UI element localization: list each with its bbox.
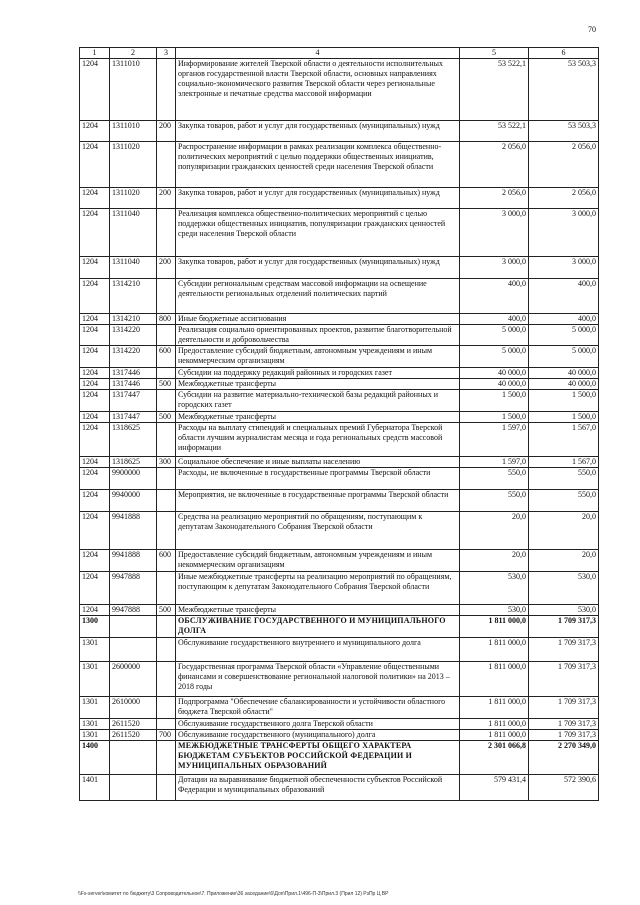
amount-executed: 3 000,0	[529, 209, 599, 257]
amount-planned: 530,0	[460, 572, 529, 605]
table-row	[80, 325, 599, 346]
amount-planned: 1 811 000,0	[460, 616, 529, 638]
amount-executed: 1 709 317,3	[529, 638, 599, 662]
amount-executed: 1 709 317,3	[529, 730, 599, 741]
amount-planned: 5 000,0	[460, 346, 529, 368]
amount-executed: 2 270 349,0	[529, 741, 599, 775]
amount-planned: 1 811 000,0	[460, 730, 529, 741]
expense-type-code	[157, 423, 176, 457]
expense-type-code: 200	[157, 188, 176, 209]
target-code: 1317446	[110, 379, 157, 390]
item-name: Реализация комплекса общественно-политических мероприятий с целью поддержки общественных инициатив, популяризации гражданских ценностей среди населения Тверской области	[176, 209, 460, 257]
target-code	[110, 638, 157, 662]
amount-planned: 20,0	[460, 550, 529, 572]
table-row	[80, 616, 599, 638]
section-code: 1204	[80, 512, 110, 550]
amount-planned: 400,0	[460, 314, 529, 325]
item-name: Субсидии на поддержку редакций районных и городских газет	[176, 368, 460, 379]
expense-type-code	[157, 697, 176, 719]
amount-planned: 1 811 000,0	[460, 719, 529, 730]
table-row	[80, 209, 599, 257]
table-row	[80, 314, 599, 325]
expense-type-code	[157, 512, 176, 550]
target-code: 1317446	[110, 368, 157, 379]
table-row	[80, 719, 599, 730]
item-name: Дотации на выравнивание бюджетной обеспеченности субъектов Российской Федерации и муниципальных образований	[176, 775, 460, 801]
table-row	[80, 121, 599, 142]
section-code: 1204	[80, 346, 110, 368]
expense-type-code	[157, 59, 176, 121]
amount-executed: 1 709 317,3	[529, 697, 599, 719]
section-code: 1204	[80, 121, 110, 142]
section-code: 1301	[80, 697, 110, 719]
target-code	[110, 775, 157, 801]
expense-type-code	[157, 490, 176, 512]
amount-planned: 20,0	[460, 512, 529, 550]
amount-executed: 20,0	[529, 550, 599, 572]
item-name: Мероприятия, не включенные в государственные программы Тверской области	[176, 490, 460, 512]
expense-type-code	[157, 368, 176, 379]
section-code: 1400	[80, 741, 110, 775]
expense-type-code: 200	[157, 121, 176, 142]
table-row	[80, 662, 599, 697]
target-code: 9941888	[110, 512, 157, 550]
expense-type-code	[157, 325, 176, 346]
target-code: 1317447	[110, 412, 157, 423]
section-code: 1204	[80, 368, 110, 379]
expense-type-code	[157, 662, 176, 697]
expense-type-code: 300	[157, 457, 176, 468]
amount-executed: 5 000,0	[529, 346, 599, 368]
item-name: Средства на реализацию мероприятий по обращениям, поступающим к депутатам Законодательного Собрания Тверской области	[176, 512, 460, 550]
amount-executed: 550,0	[529, 490, 599, 512]
amount-executed: 53 503,3	[529, 121, 599, 142]
item-name: Расходы, не включенные в государственные программы Тверской области	[176, 468, 460, 490]
amount-executed: 400,0	[529, 314, 599, 325]
expense-type-code: 600	[157, 346, 176, 368]
item-name: Государственная программа Тверской области «Управление общественными финансами и совершенствование региональной налоговой политики» на 2013 – 2018 годы	[176, 662, 460, 697]
section-code: 1204	[80, 142, 110, 188]
amount-planned: 40 000,0	[460, 368, 529, 379]
table-row	[80, 730, 599, 741]
expense-type-code	[157, 616, 176, 638]
amount-executed: 2 056,0	[529, 142, 599, 188]
amount-executed: 20,0	[529, 512, 599, 550]
table-row	[80, 490, 599, 512]
section-code: 1301	[80, 638, 110, 662]
table-row	[80, 741, 599, 775]
target-code: 9947888	[110, 572, 157, 605]
amount-executed: 3 000,0	[529, 257, 599, 279]
item-name: Межбюджетные трансферты	[176, 605, 460, 616]
header-col-3: 3	[157, 48, 176, 59]
expense-type-code: 500	[157, 379, 176, 390]
target-code: 1311020	[110, 188, 157, 209]
table-row	[80, 605, 599, 616]
amount-executed: 572 390,6	[529, 775, 599, 801]
header-row	[80, 48, 599, 59]
expense-type-code	[157, 572, 176, 605]
item-name: Субсидии региональным средствам массовой информации на освещение деятельности региональных отделений политических партий	[176, 279, 460, 314]
amount-executed: 550,0	[529, 468, 599, 490]
header-col-1: 1	[80, 48, 110, 59]
expense-type-code	[157, 279, 176, 314]
table-row	[80, 457, 599, 468]
table-row	[80, 412, 599, 423]
table-row	[80, 390, 599, 412]
target-code: 9900000	[110, 468, 157, 490]
section-code: 1204	[80, 209, 110, 257]
section-code: 1204	[80, 423, 110, 457]
section-code: 1204	[80, 257, 110, 279]
item-name: Закупка товаров, работ и услуг для государственных (муниципальных) нужд	[176, 257, 460, 279]
expense-type-code	[157, 209, 176, 257]
table-row	[80, 423, 599, 457]
target-code: 9941888	[110, 550, 157, 572]
section-code: 1204	[80, 390, 110, 412]
target-code: 1318625	[110, 457, 157, 468]
target-code: 9947888	[110, 605, 157, 616]
amount-executed: 40 000,0	[529, 368, 599, 379]
item-name: Иные межбюджетные трансферты на реализацию мероприятий по обращениям, поступающим к депутатам Законодательного Собрания Тверской области	[176, 572, 460, 605]
expense-type-code: 700	[157, 730, 176, 741]
amount-planned: 1 811 000,0	[460, 662, 529, 697]
item-name: Субсидии на развитие материально-технической базы редакций районных и городских газет	[176, 390, 460, 412]
section-code: 1301	[80, 719, 110, 730]
item-name: Обслуживание государственного долга Тверской области	[176, 719, 460, 730]
target-code	[110, 616, 157, 638]
item-name: Подпрограмма "Обеспечение сбалансированности и устойчивости областного бюджета Тверской области"	[176, 697, 460, 719]
section-code: 1301	[80, 662, 110, 697]
expense-type-code	[157, 390, 176, 412]
item-name: Реализация социально ориентированных проектов, развитие благотворительной деятельности и добровольчества	[176, 325, 460, 346]
target-code: 2611520	[110, 730, 157, 741]
amount-executed: 1 567,0	[529, 423, 599, 457]
table-row	[80, 279, 599, 314]
item-name: Обслуживание государственного (муниципального) долга	[176, 730, 460, 741]
header-col-5: 5	[460, 48, 529, 59]
target-code: 1318625	[110, 423, 157, 457]
table-row	[80, 346, 599, 368]
expense-type-code	[157, 741, 176, 775]
target-code: 2611520	[110, 719, 157, 730]
expense-type-code	[157, 468, 176, 490]
target-code: 2610000	[110, 697, 157, 719]
section-code: 1204	[80, 468, 110, 490]
amount-planned: 579 431,4	[460, 775, 529, 801]
budget-table	[79, 47, 599, 801]
amount-planned: 2 056,0	[460, 142, 529, 188]
table-row	[80, 379, 599, 390]
section-code: 1204	[80, 279, 110, 314]
section-code: 1204	[80, 550, 110, 572]
header-col-2: 2	[110, 48, 157, 59]
item-name: Закупка товаров, работ и услуг для государственных (муниципальных) нужд	[176, 188, 460, 209]
amount-executed: 1 567,0	[529, 457, 599, 468]
table-row	[80, 775, 599, 801]
amount-planned: 1 811 000,0	[460, 697, 529, 719]
section-code: 1204	[80, 572, 110, 605]
table-body	[80, 59, 599, 801]
section-code: 1204	[80, 412, 110, 423]
section-code: 1204	[80, 325, 110, 346]
item-name: МЕЖБЮДЖЕТНЫЕ ТРАНСФЕРТЫ ОБЩЕГО ХАРАКТЕРА БЮДЖЕТАМ СУБЪЕКТОВ РОССИЙСКОЙ ФЕДЕРАЦИИ И МУНИЦИПАЛЬНЫХ ОБРАЗОВАНИЙ	[176, 741, 460, 775]
item-name: Закупка товаров, работ и услуг для государственных (муниципальных) нужд	[176, 121, 460, 142]
amount-executed: 530,0	[529, 572, 599, 605]
target-code: 1311010	[110, 121, 157, 142]
target-code: 1314210	[110, 314, 157, 325]
amount-planned: 1 811 000,0	[460, 638, 529, 662]
section-code: 1204	[80, 379, 110, 390]
table-row	[80, 59, 599, 121]
amount-planned: 53 522,1	[460, 59, 529, 121]
table-row	[80, 550, 599, 572]
amount-planned: 1 500,0	[460, 390, 529, 412]
page-number: 70	[588, 25, 596, 34]
section-code: 1301	[80, 730, 110, 741]
amount-executed: 1 500,0	[529, 412, 599, 423]
section-code: 1401	[80, 775, 110, 801]
item-name: Расходы на выплату стипендий и специальных премий Губернатора Тверской области лучшим журналистам месяца и года региональных средств массовой информации	[176, 423, 460, 457]
target-code: 1311010	[110, 59, 157, 121]
expense-type-code: 500	[157, 412, 176, 423]
target-code	[110, 741, 157, 775]
amount-planned: 1 597,0	[460, 423, 529, 457]
amount-executed: 1 709 317,3	[529, 616, 599, 638]
section-code: 1204	[80, 188, 110, 209]
section-code: 1300	[80, 616, 110, 638]
target-code: 1311020	[110, 142, 157, 188]
expense-type-code: 600	[157, 550, 176, 572]
item-name: Межбюджетные трансферты	[176, 412, 460, 423]
amount-planned: 40 000,0	[460, 379, 529, 390]
item-name: Социальное обеспечение и иные выплаты населению	[176, 457, 460, 468]
amount-planned: 550,0	[460, 490, 529, 512]
amount-planned: 2 301 066,8	[460, 741, 529, 775]
table-row	[80, 188, 599, 209]
table-row	[80, 512, 599, 550]
table-row	[80, 468, 599, 490]
amount-planned: 400,0	[460, 279, 529, 314]
target-code: 1317447	[110, 390, 157, 412]
expense-type-code: 200	[157, 257, 176, 279]
table-row	[80, 142, 599, 188]
section-code: 1204	[80, 457, 110, 468]
amount-executed: 5 000,0	[529, 325, 599, 346]
amount-executed: 1 500,0	[529, 390, 599, 412]
section-code: 1204	[80, 605, 110, 616]
amount-executed: 400,0	[529, 279, 599, 314]
table-row	[80, 572, 599, 605]
amount-planned: 53 522,1	[460, 121, 529, 142]
file-path-footer: \\Fs-server\комитет по бюджету\3 Сопроводительное\7. Приложение\36 заседание\6\Доп\Прил.1\496-П-3\Прил.3 (Прил 12) РзПр Ц ВР	[78, 891, 389, 897]
item-name: Информирование жителей Тверской области о деятельности исполнительных органов государственной власти Тверской области, основных направлениях социально-экономического развития Тверской области через региональные электронные и печатные средства массовой информации	[176, 59, 460, 121]
amount-planned: 3 000,0	[460, 257, 529, 279]
target-code: 1314220	[110, 346, 157, 368]
table-row	[80, 638, 599, 662]
item-name: Иные бюджетные ассигнования	[176, 314, 460, 325]
amount-planned: 530,0	[460, 605, 529, 616]
amount-executed: 53 503,3	[529, 59, 599, 121]
amount-executed: 2 056,0	[529, 188, 599, 209]
expense-type-code: 500	[157, 605, 176, 616]
expense-type-code	[157, 142, 176, 188]
amount-planned: 5 000,0	[460, 325, 529, 346]
amount-planned: 1 500,0	[460, 412, 529, 423]
expense-type-code: 800	[157, 314, 176, 325]
target-code: 9940000	[110, 490, 157, 512]
table-row	[80, 257, 599, 279]
section-code: 1204	[80, 314, 110, 325]
amount-planned: 1 597,0	[460, 457, 529, 468]
amount-executed: 40 000,0	[529, 379, 599, 390]
item-name: Предоставление субсидий бюджетным, автономным учреждениям и иным некоммерческим организациям	[176, 346, 460, 368]
expense-type-code	[157, 638, 176, 662]
section-code: 1204	[80, 59, 110, 121]
amount-executed: 530,0	[529, 605, 599, 616]
target-code: 1314220	[110, 325, 157, 346]
target-code: 2600000	[110, 662, 157, 697]
item-name: Обслуживание государственного внутреннего и муниципального долга	[176, 638, 460, 662]
header-col-6: 6	[529, 48, 599, 59]
amount-executed: 1 709 317,3	[529, 662, 599, 697]
amount-planned: 3 000,0	[460, 209, 529, 257]
section-code: 1204	[80, 490, 110, 512]
amount-executed: 1 709 317,3	[529, 719, 599, 730]
target-code: 1311040	[110, 209, 157, 257]
header-col-4: 4	[176, 48, 460, 59]
item-name: Распространение информации в рамках реализации комплекса общественно-политических мероприятий с целью поддержки общественных инициатив, популяризации гражданских ценностей среди населения Тверской области	[176, 142, 460, 188]
table-row	[80, 697, 599, 719]
item-name: Межбюджетные трансферты	[176, 379, 460, 390]
target-code: 1314210	[110, 279, 157, 314]
target-code: 1311040	[110, 257, 157, 279]
expense-type-code	[157, 775, 176, 801]
amount-planned: 550,0	[460, 468, 529, 490]
item-name: ОБСЛУЖИВАНИЕ ГОСУДАРСТВЕННОГО И МУНИЦИПАЛЬНОГО ДОЛГА	[176, 616, 460, 638]
amount-planned: 2 056,0	[460, 188, 529, 209]
table-row	[80, 368, 599, 379]
item-name: Предоставление субсидий бюджетным, автономным учреждениям и иным некоммерческим организациям	[176, 550, 460, 572]
expense-type-code	[157, 719, 176, 730]
